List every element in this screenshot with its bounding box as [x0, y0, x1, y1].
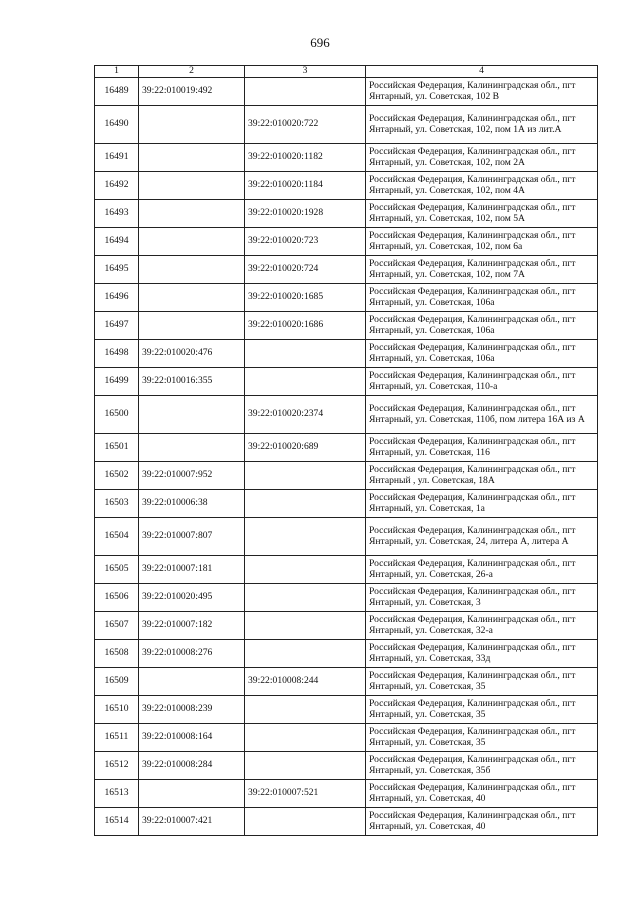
address-cell: Российская Федерация, Калининградская обл., пгт Янтарный, ул. Советская, 40: [366, 808, 598, 836]
address-cell: Российская Федерация, Калининградская обл., пгт Янтарный, ул. Советская, 102 В: [366, 78, 598, 106]
cadastral-number-premises: [245, 584, 366, 612]
table-row: [95, 78, 598, 106]
cadastral-number-land: [139, 780, 245, 808]
cadastral-number-premises: 39:22:010020:724: [245, 256, 366, 284]
table-row: [95, 724, 598, 752]
cadastral-number-land: 39:22:010019:492: [139, 78, 245, 106]
address-cell: Российская Федерация, Калининградская обл., пгт Янтарный, ул. Советская, 35: [366, 724, 598, 752]
row-number: 16493: [95, 200, 139, 228]
row-number: 16506: [95, 584, 139, 612]
column-header-1: 1: [95, 66, 139, 78]
page-number: 696: [310, 35, 330, 50]
address-cell: Российская Федерация, Калининградская обл., пгт Янтарный, ул. Советская, 3: [366, 584, 598, 612]
address-cell: Российская Федерация, Калининградская обл., пгт Янтарный, ул. Советская, 110б, пом литера 16А из А: [366, 396, 598, 434]
address-cell: Российская Федерация, Калининградская обл., пгт Янтарный, ул. Советская, 102, пом 7А: [366, 256, 598, 284]
cadastral-number-premises: 39:22:010020:723: [245, 228, 366, 256]
cadastral-number-premises: [245, 368, 366, 396]
table-row: [95, 518, 598, 556]
address-cell: Российская Федерация, Калининградская обл., пгт Янтарный, ул. Советская, 102, пом 1А из лит.А: [366, 106, 598, 144]
cadastral-number-land: [139, 228, 245, 256]
cadastral-number-premises: [245, 556, 366, 584]
row-number: 16489: [95, 78, 139, 106]
address-cell: Российская Федерация, Калининградская обл., пгт Янтарный, ул. Советская, 33д: [366, 640, 598, 668]
address-cell: Российская Федерация, Калининградская обл., пгт Янтарный, ул. Советская, 102, пом 5А: [366, 200, 598, 228]
column-header-3: 3: [245, 66, 366, 78]
cadastral-number-land: [139, 312, 245, 340]
cadastral-number-premises: 39:22:010020:689: [245, 434, 366, 462]
address-cell: Российская Федерация, Калининградская обл., пгт Янтарный, ул. Советская, 35: [366, 696, 598, 724]
cadastral-number-land: 39:22:010020:495: [139, 584, 245, 612]
cadastral-number-premises: 39:22:010020:1686: [245, 312, 366, 340]
table-row: [95, 462, 598, 490]
cadastral-number-premises: [245, 518, 366, 556]
row-number: 16491: [95, 144, 139, 172]
cadastral-number-premises: 39:22:010020:722: [245, 106, 366, 144]
table-row: [95, 780, 598, 808]
address-cell: Российская Федерация, Калининградская обл., пгт Янтарный, ул. Советская, 106а: [366, 340, 598, 368]
cadastral-number-premises: [245, 78, 366, 106]
cadastral-number-land: [139, 172, 245, 200]
address-cell: Российская Федерация, Калининградская обл., пгт Янтарный, ул. Советская, 35: [366, 668, 598, 696]
cadastral-number-premises: 39:22:010020:2374: [245, 396, 366, 434]
cadastral-number-premises: 39:22:010008:244: [245, 668, 366, 696]
address-cell: Российская Федерация, Калининградская обл., пгт Янтарный, ул. Советская, 106а: [366, 284, 598, 312]
address-cell: Российская Федерация, Калининградская обл., пгт Янтарный, ул. Советская, 24, литера А, литера А: [366, 518, 598, 556]
address-cell: Российская Федерация, Калининградская обл., пгт Янтарный, ул. Советская, 106а: [366, 312, 598, 340]
table-row: [95, 396, 598, 434]
row-number: 16500: [95, 396, 139, 434]
row-number: 16511: [95, 724, 139, 752]
row-number: 16492: [95, 172, 139, 200]
row-number: 16510: [95, 696, 139, 724]
cadastral-number-premises: [245, 340, 366, 368]
table-row: [95, 808, 598, 836]
address-cell: Российская Федерация, Калининградская обл., пгт Янтарный, ул. Советская, 1а: [366, 490, 598, 518]
cadastral-number-premises: 39:22:010020:1184: [245, 172, 366, 200]
cadastral-number-land: 39:22:010008:239: [139, 696, 245, 724]
row-number: 16497: [95, 312, 139, 340]
cadastral-number-premises: 39:22:010007:521: [245, 780, 366, 808]
address-cell: Российская Федерация, Калининградская обл., пгт Янтарный, ул. Советская, 26-а: [366, 556, 598, 584]
table-row: [95, 312, 598, 340]
cadastral-number-land: [139, 396, 245, 434]
cadastral-number-land: 39:22:010006:38: [139, 490, 245, 518]
table-row: [95, 284, 598, 312]
table-row: [95, 612, 598, 640]
cadastral-number-land: 39:22:010007:181: [139, 556, 245, 584]
row-number: 16498: [95, 340, 139, 368]
row-number: 16495: [95, 256, 139, 284]
cadastral-number-land: 39:22:010007:421: [139, 808, 245, 836]
table-row: [95, 584, 598, 612]
table-row: [95, 556, 598, 584]
cadastral-number-premises: [245, 724, 366, 752]
table-row: [95, 368, 598, 396]
row-number: 16502: [95, 462, 139, 490]
row-number: 16490: [95, 106, 139, 144]
table-row: [95, 228, 598, 256]
table-row: [95, 752, 598, 780]
registry-table: [94, 65, 598, 836]
cadastral-number-premises: [245, 808, 366, 836]
row-number: 16509: [95, 668, 139, 696]
table-row: [95, 256, 598, 284]
row-number: 16508: [95, 640, 139, 668]
address-cell: Российская Федерация, Калининградская обл., пгт Янтарный, ул. Советская, 35б: [366, 752, 598, 780]
cadastral-number-land: 39:22:010008:276: [139, 640, 245, 668]
table-row: [95, 200, 598, 228]
address-cell: Российская Федерация, Калининградская обл., пгт Янтарный, ул. Советская, 110-а: [366, 368, 598, 396]
cadastral-number-land: [139, 106, 245, 144]
cadastral-number-premises: 39:22:010020:1685: [245, 284, 366, 312]
address-cell: Российская Федерация, Калининградская обл., пгт Янтарный, ул. Советская, 102, пом 2А: [366, 144, 598, 172]
cadastral-number-premises: [245, 612, 366, 640]
row-number: 16503: [95, 490, 139, 518]
table-row: [95, 696, 598, 724]
table-row: [95, 144, 598, 172]
table-row: [95, 640, 598, 668]
row-number: 16507: [95, 612, 139, 640]
table-row: [95, 106, 598, 144]
cadastral-number-premises: [245, 490, 366, 518]
address-cell: Российская Федерация, Калининградская обл., пгт Янтарный, ул. Советская, 40: [366, 780, 598, 808]
column-header-4: 4: [366, 66, 598, 78]
cadastral-number-land: 39:22:010020:476: [139, 340, 245, 368]
cadastral-number-premises: [245, 696, 366, 724]
cadastral-number-land: 39:22:010007:807: [139, 518, 245, 556]
row-number: 16496: [95, 284, 139, 312]
table-row: [95, 668, 598, 696]
address-cell: Российская Федерация, Калининградская обл., пгт Янтарный, ул. Советская, 32-а: [366, 612, 598, 640]
address-cell: Российская Федерация, Калининградская обл., пгт Янтарный, ул. Советская, 116: [366, 434, 598, 462]
column-header-2: 2: [139, 66, 245, 78]
table-row: [95, 172, 598, 200]
row-number: 16501: [95, 434, 139, 462]
row-number: 16494: [95, 228, 139, 256]
table-row: [95, 490, 598, 518]
table-row: [95, 434, 598, 462]
row-number: 16499: [95, 368, 139, 396]
row-number: 16513: [95, 780, 139, 808]
cadastral-number-premises: 39:22:010020:1928: [245, 200, 366, 228]
row-number: 16512: [95, 752, 139, 780]
address-cell: Российская Федерация, Калининградская обл., пгт Янтарный , ул. Советская, 18А: [366, 462, 598, 490]
row-number: 16505: [95, 556, 139, 584]
cadastral-number-land: 39:22:010008:284: [139, 752, 245, 780]
address-cell: Российская Федерация, Калининградская обл., пгт Янтарный, ул. Советская, 102, пом 4А: [366, 172, 598, 200]
cadastral-number-land: [139, 256, 245, 284]
cadastral-number-premises: 39:22:010020:1182: [245, 144, 366, 172]
cadastral-number-land: [139, 668, 245, 696]
cadastral-number-land: 39:22:010016:355: [139, 368, 245, 396]
table-header-row: [95, 66, 598, 78]
cadastral-number-land: 39:22:010007:182: [139, 612, 245, 640]
table-body: [95, 78, 598, 836]
cadastral-number-premises: [245, 752, 366, 780]
cadastral-number-land: [139, 434, 245, 462]
table-row: [95, 340, 598, 368]
row-number: 16514: [95, 808, 139, 836]
cadastral-number-land: [139, 284, 245, 312]
cadastral-number-land: 39:22:010007:952: [139, 462, 245, 490]
cadastral-number-premises: [245, 462, 366, 490]
cadastral-number-land: [139, 200, 245, 228]
cadastral-number-premises: [245, 640, 366, 668]
cadastral-number-land: 39:22:010008:164: [139, 724, 245, 752]
address-cell: Российская Федерация, Калининградская обл., пгт Янтарный, ул. Советская, 102, пом 6а: [366, 228, 598, 256]
cadastral-number-land: [139, 144, 245, 172]
row-number: 16504: [95, 518, 139, 556]
